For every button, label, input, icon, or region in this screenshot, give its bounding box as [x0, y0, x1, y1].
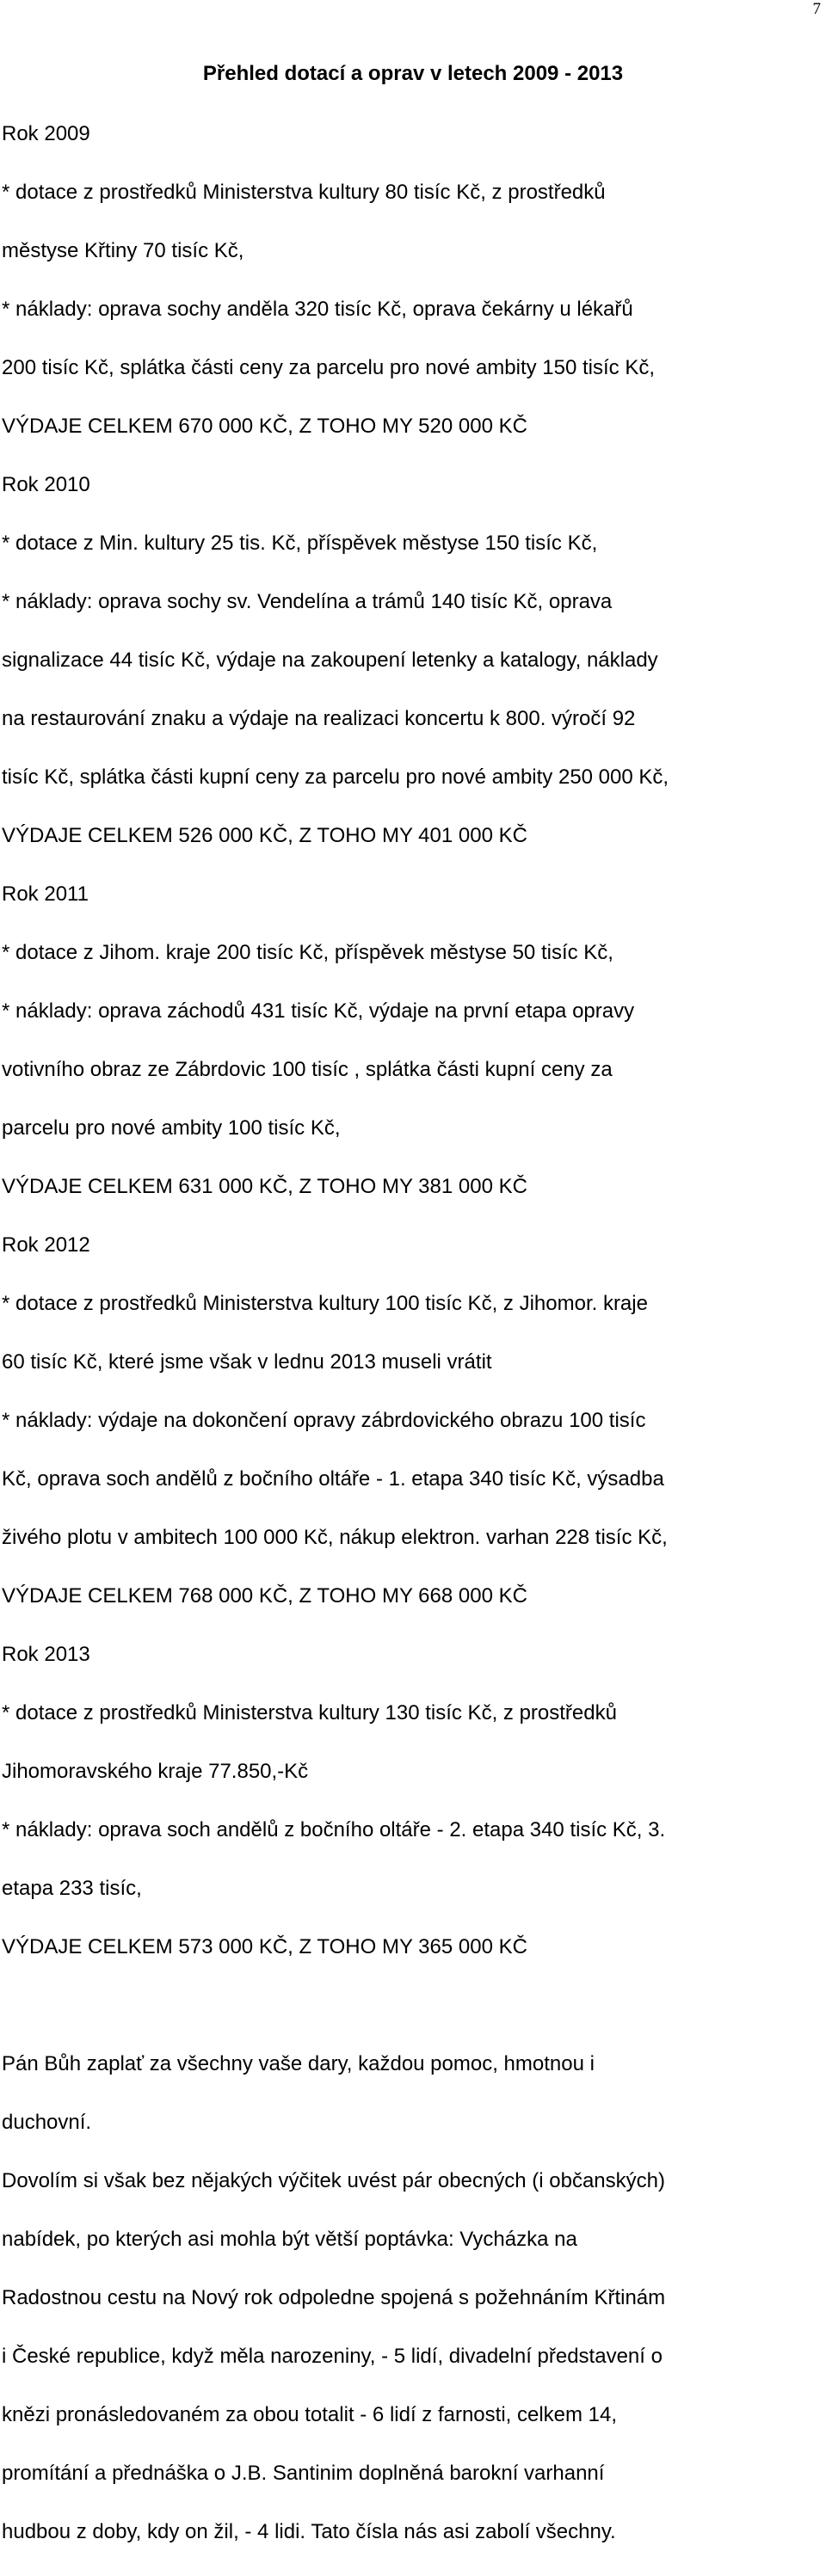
text-line: etapa 233 tisíc,: [2, 1877, 142, 1900]
text-line: parcelu pro nové ambity 100 tisíc Kč,: [2, 1116, 341, 1140]
text-line: na restaurování znaku a výdaje na realizaci koncertu k 800. výročí 92: [2, 707, 636, 730]
closing-line: Dovolím si však bez nějakých výčitek uvést pár obecných (i občanských): [2, 2169, 665, 2192]
text-line: * dotace z Jihom. kraje 200 tisíc Kč, příspěvek městyse 50 tisíc Kč,: [2, 941, 613, 964]
text-line: VÝDAJE CELKEM 670 000 KČ, Z TOHO MY 520 000 KČ: [2, 415, 527, 438]
text-line: * náklady: oprava sochy anděla 320 tisíc Kč, oprava čekárny u lékařů: [2, 298, 633, 321]
text-line: VÝDAJE CELKEM 768 000 KČ, Z TOHO MY 668 000 KČ: [2, 1584, 527, 1608]
page-number: 7: [812, 0, 821, 18]
text-line: * náklady: výdaje na dokončení opravy zábrdovického obrazu 100 tisíc: [2, 1409, 646, 1432]
text-line: * dotace z prostředků Ministerstva kultury 100 tisíc Kč, z Jihomor. kraje: [2, 1292, 648, 1315]
text-line: Rok 2013: [2, 1643, 90, 1666]
closing-line: Pán Bůh zaplať za všechny vaše dary, každou pomoc, hmotnou i: [2, 2052, 595, 2075]
text-line: tisíc Kč, splátka části kupní ceny za parcelu pro nové ambity 250 000 Kč,: [2, 765, 669, 789]
text-line: městyse Křtiny 70 tisíc Kč,: [2, 239, 244, 262]
page-title: Přehled dotací a oprav v letech 2009 - 2013: [202, 62, 624, 85]
document-body: [2, 90, 824, 2576]
text-line: 60 tisíc Kč, které jsme však v lednu 2013 museli vrátit: [2, 1350, 492, 1374]
closing-line: Radostnou cestu na Nový rok odpoledne spojená s požehnáním Křtinám: [2, 2286, 666, 2309]
text-line: VÝDAJE CELKEM 526 000 KČ, Z TOHO MY 401 000 KČ: [2, 824, 527, 847]
text-line: Rok 2010: [2, 473, 90, 496]
paragraph-spacer: [2, 1991, 824, 2020]
text-line: Rok 2012: [2, 1233, 90, 1257]
closing-line: hudbou z doby, kdy on žil, - 4 lidi. Tato čísla nás asi zabolí všechny.: [2, 2520, 616, 2543]
closing-line: knězi pronásledovaném za obou totalit - 6 lidí z farnosti, celkem 14,: [2, 2403, 618, 2426]
closing-line: nabídek, po kterých asi mohla být větší poptávka: Vycházka na: [2, 2228, 577, 2251]
text-line: VÝDAJE CELKEM 631 000 KČ, Z TOHO MY 381 000 KČ: [2, 1175, 527, 1198]
text-line: VÝDAJE CELKEM 573 000 KČ, Z TOHO MY 365 000 KČ: [2, 1935, 527, 1958]
text-line: Rok 2009: [2, 122, 90, 145]
text-line: živého plotu v ambitech 100 000 Kč, nákup elektron. varhan 228 tisíc Kč,: [2, 1526, 668, 1549]
text-line: * náklady: oprava soch andělů z bočního oltáře - 2. etapa 340 tisíc Kč, 3.: [2, 1818, 666, 1841]
text-line: Rok 2011: [2, 882, 89, 906]
text-line: Kč, oprava soch andělů z bočního oltáře - 1. etapa 340 tisíc Kč, výsadba: [2, 1467, 664, 1491]
text-line: * dotace z prostředků Ministerstva kultury 130 tisíc Kč, z prostředků: [2, 1701, 617, 1725]
closing-line: promítání a přednáška o J.B. Santinim doplněná barokní varhanní: [2, 2462, 605, 2485]
text-line: 200 tisíc Kč, splátka části ceny za parcelu pro nové ambity 150 tisíc Kč,: [2, 356, 656, 379]
closing-line: duchovní.: [2, 2111, 92, 2134]
text-line: * náklady: oprava sochy sv. Vendelína a trámů 140 tisíc Kč, oprava: [2, 590, 613, 613]
text-line: * náklady: oprava záchodů 431 tisíc Kč, výdaje na první etapa opravy: [2, 999, 635, 1023]
text-line: * dotace z prostředků Ministerstva kultury 80 tisíc Kč, z prostředků: [2, 181, 606, 204]
text-line: votivního obraz ze Zábrdovic 100 tisíc , splátka části kupní ceny za: [2, 1058, 613, 1081]
closing-line: i České republice, když měla narozeniny, - 5 lidí, divadelní představení o: [2, 2345, 663, 2368]
text-line: signalizace 44 tisíc Kč, výdaje na zakoupení letenky a katalogy, náklady: [2, 649, 658, 672]
text-line: Jihomoravského kraje 77.850,-Kč: [2, 1760, 309, 1783]
text-line: * dotace z Min. kultury 25 tis. Kč, příspěvek městyse 150 tisíc Kč,: [2, 532, 598, 555]
